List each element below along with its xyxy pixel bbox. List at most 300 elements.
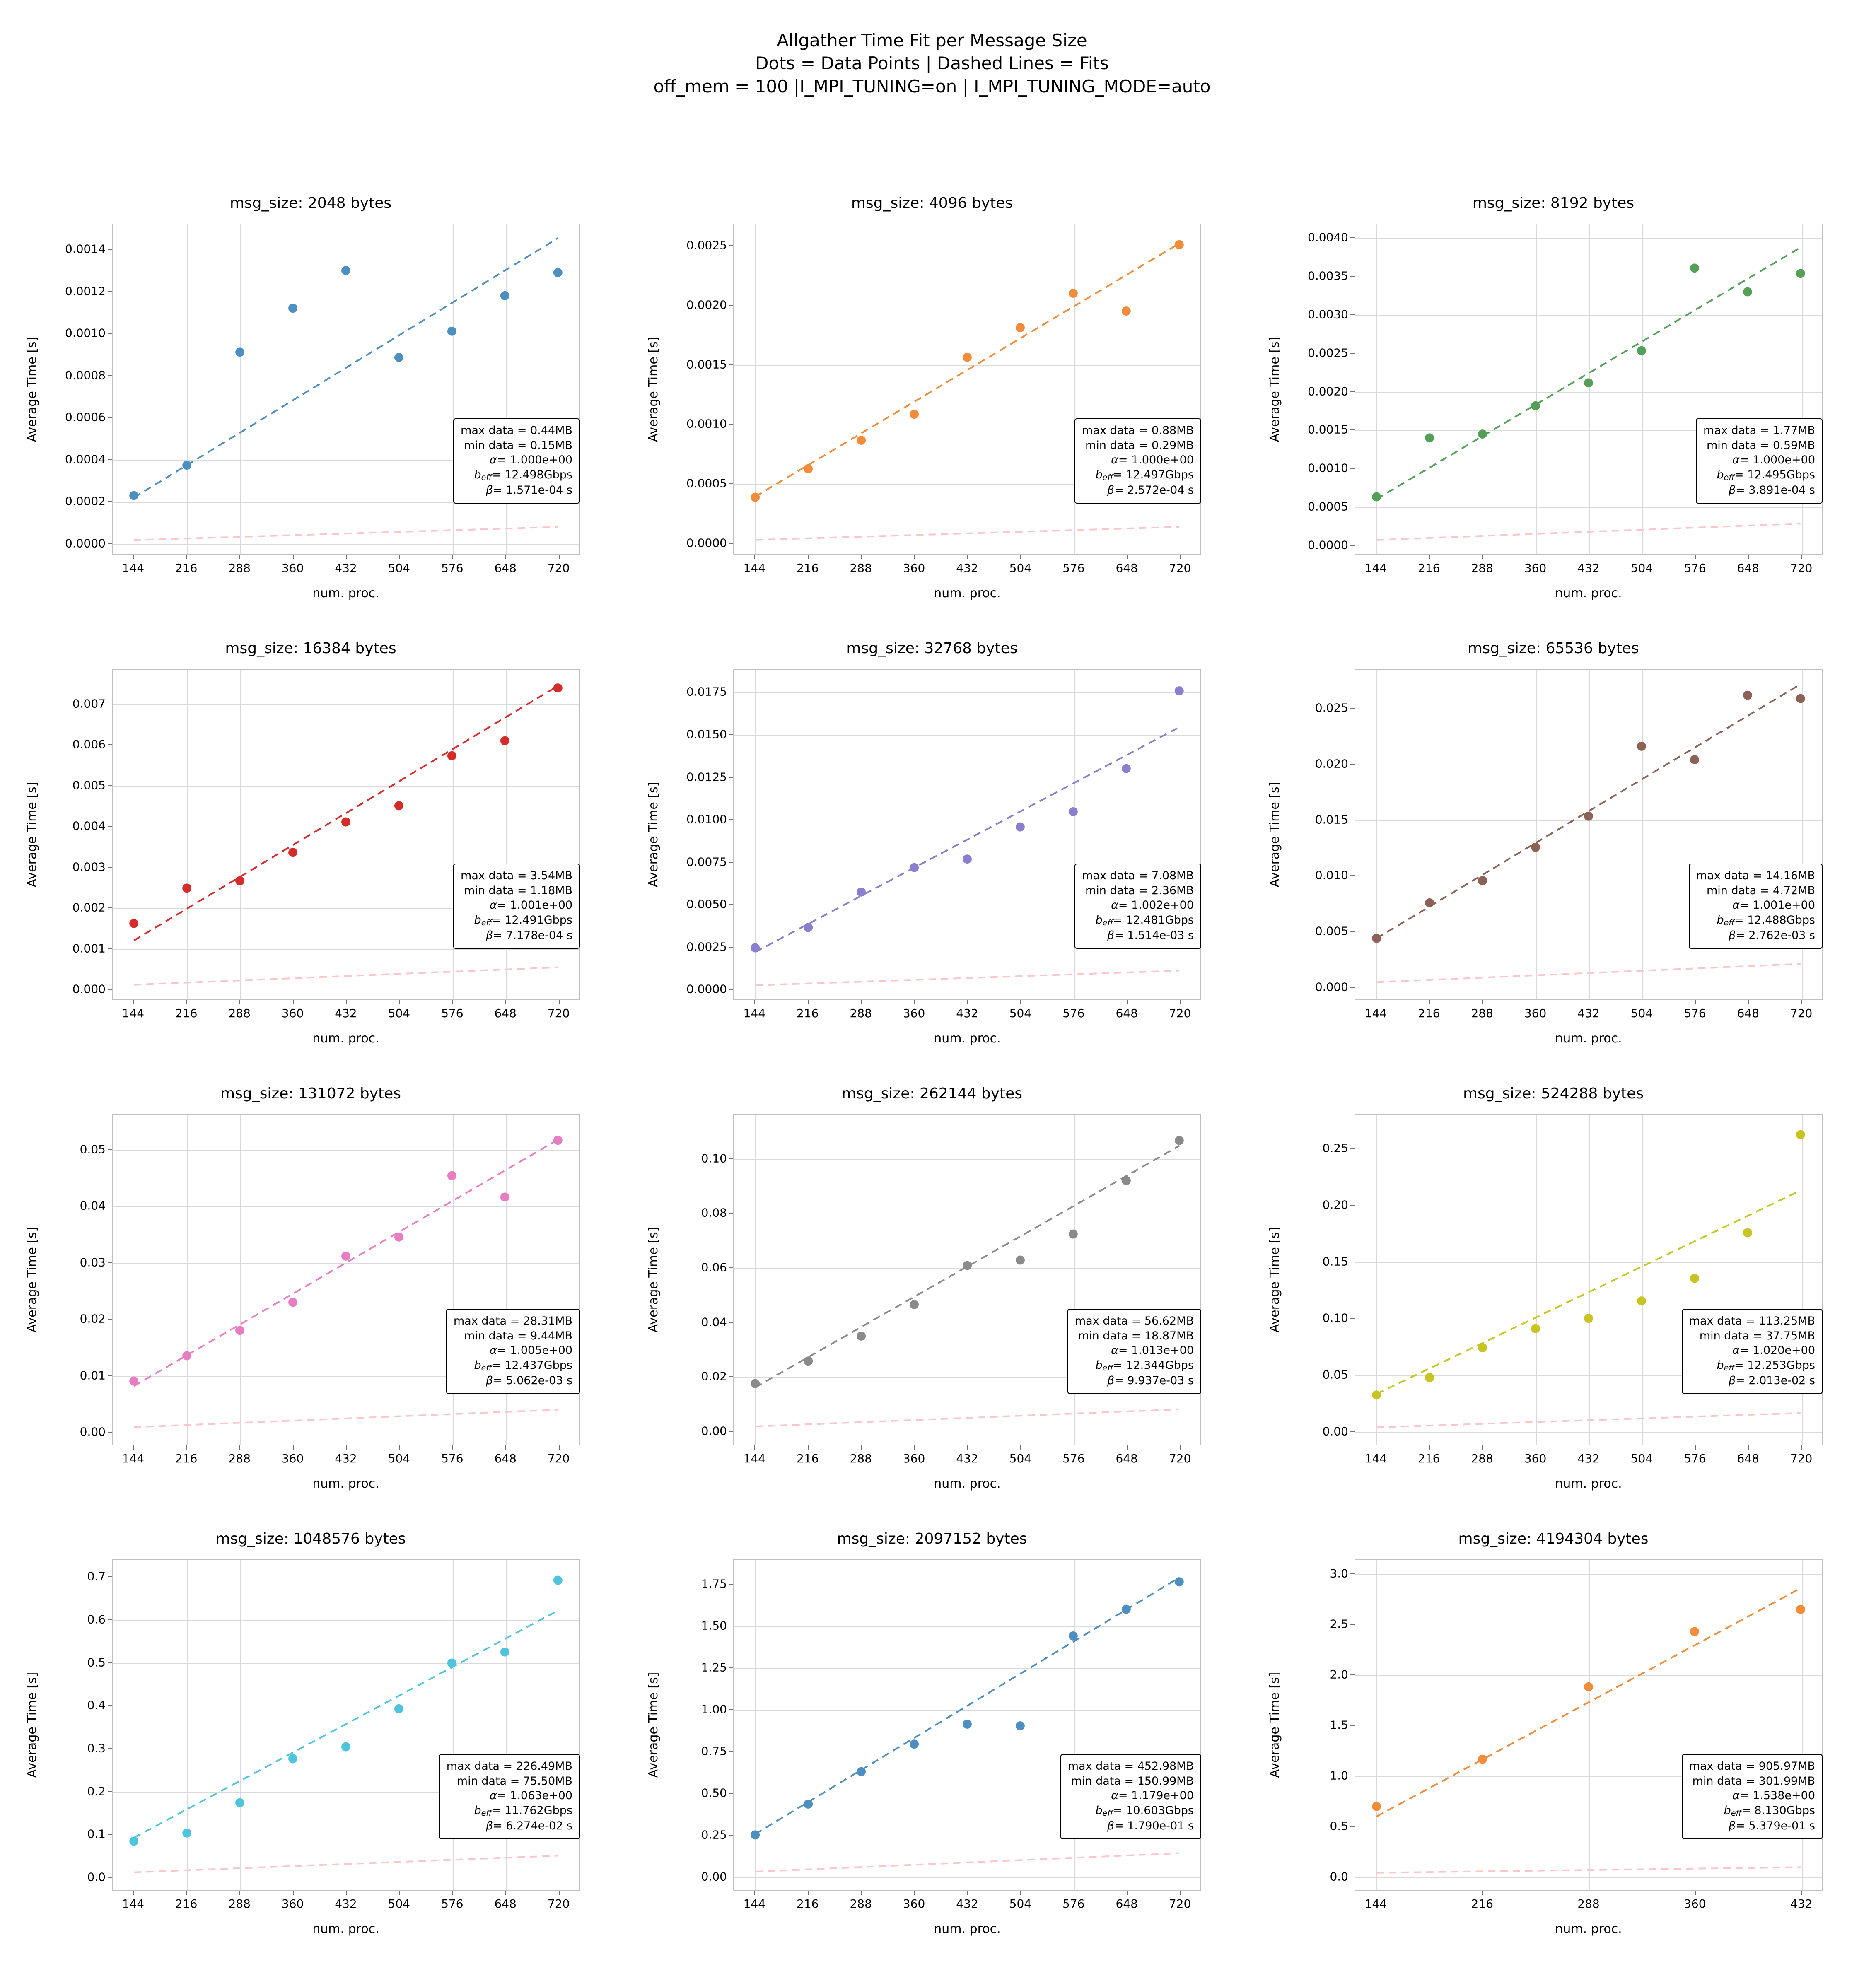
y-axis-tick-label: 0.000	[72, 982, 106, 996]
max-data-value: max data = 56.62MB	[1074, 1315, 1194, 1327]
data-point	[341, 266, 350, 275]
x-axis-tick-mark	[1482, 555, 1483, 559]
x-axis-tick-label: 432	[956, 1452, 978, 1465]
data-point	[129, 491, 138, 500]
x-axis-tick-label: 144	[1364, 561, 1387, 575]
x-axis-tick-mark	[808, 1445, 809, 1450]
x-axis-tick-label: 288	[850, 1452, 872, 1465]
y-axis-tick-label: 3.0	[1330, 1566, 1348, 1580]
x-axis-tick-mark	[186, 555, 187, 559]
latency-fit-line	[134, 1410, 558, 1427]
y-axis-tick-mark	[729, 1267, 733, 1268]
y-axis-tick-label: 0.025	[1315, 701, 1348, 715]
data-point	[288, 848, 297, 857]
y-axis-tick-label: 0.04	[701, 1315, 727, 1329]
subplot-title: msg_size: 8192 bytes	[1472, 195, 1635, 212]
x-axis-tick-label: 504	[388, 1006, 410, 1020]
x-axis-tick-mark	[505, 555, 506, 559]
y-axis-tick-label: 0.015	[1315, 813, 1348, 827]
data-point	[857, 1767, 866, 1776]
data-point	[129, 1377, 138, 1386]
y-axis-tick-label: 0.2	[87, 1784, 106, 1798]
y-axis-label: Average Time [s]	[25, 336, 39, 442]
data-point	[1372, 934, 1381, 943]
y-axis-tick-mark	[108, 1432, 112, 1433]
data-point	[1478, 876, 1487, 885]
y-axis-tick-mark	[729, 1431, 733, 1432]
x-axis-tick-label: 216	[1418, 1006, 1440, 1020]
x-axis-tick-label: 144	[122, 1897, 145, 1911]
data-point	[910, 1740, 919, 1749]
y-axis-tick-mark	[108, 1705, 112, 1706]
y-axis-tick-label: 0.0010	[65, 326, 106, 340]
data-point	[1069, 289, 1078, 298]
data-point	[235, 1798, 244, 1807]
fit-parameters-box	[1682, 1754, 1823, 1839]
data-point	[1584, 378, 1593, 387]
data-point	[1175, 1577, 1184, 1586]
y-axis-tick-mark	[729, 483, 733, 484]
x-axis-tick-label: 360	[1524, 561, 1547, 575]
y-axis-tick-mark	[729, 1751, 733, 1752]
data-point	[1016, 1721, 1025, 1730]
x-axis-tick-label: 432	[956, 1897, 978, 1911]
x-axis-tick-label: 648	[494, 561, 517, 575]
x-axis-tick-label: 576	[1684, 1006, 1706, 1020]
x-axis-tick-label: 432	[335, 1006, 357, 1020]
data-point	[1637, 1296, 1646, 1305]
data-point	[1637, 346, 1646, 355]
data-point	[1478, 1755, 1487, 1764]
x-axis-tick-mark	[914, 1000, 915, 1004]
x-axis-label: num. proc.	[312, 586, 379, 601]
data-point	[910, 1300, 919, 1309]
y-axis-tick-mark	[729, 543, 733, 544]
y-axis-tick-label: 0.00	[80, 1425, 106, 1439]
y-axis-tick-mark	[729, 1376, 733, 1377]
data-point	[963, 353, 972, 362]
x-axis-label: num. proc.	[1555, 1477, 1622, 1491]
x-axis-tick-label: 576	[441, 1897, 464, 1911]
x-axis-tick-mark	[1695, 1445, 1696, 1450]
data-point	[1122, 764, 1131, 773]
beta-value: β= 2.762e-03 s	[1728, 929, 1815, 942]
data-point	[804, 1800, 813, 1809]
x-axis-tick-label: 360	[1524, 1452, 1547, 1465]
y-axis-tick-mark	[108, 543, 112, 544]
y-axis-tick-mark	[729, 1667, 733, 1668]
data-point	[1372, 1390, 1381, 1399]
subplot	[1243, 623, 1864, 1069]
x-axis-tick-label: 432	[335, 1897, 357, 1911]
data-point	[1175, 1136, 1184, 1145]
x-axis-tick-mark	[914, 1445, 915, 1450]
alpha-value: α= 1.063e+00	[490, 1789, 572, 1802]
plot-area	[1355, 1114, 1823, 1445]
x-axis-tick-label: 720	[1169, 1006, 1191, 1020]
max-data-value: max data = 0.88MB	[1082, 424, 1194, 437]
x-axis-tick-mark	[399, 555, 400, 559]
x-axis-tick-mark	[186, 1891, 187, 1895]
y-axis-tick-mark	[729, 1213, 733, 1214]
subplot-title: msg_size: 4194304 bytes	[1458, 1530, 1649, 1547]
beta-value: β= 2.013e-02 s	[1728, 1374, 1815, 1387]
x-axis-tick-label: 504	[388, 1897, 410, 1911]
max-data-value: max data = 14.16MB	[1696, 869, 1815, 882]
x-axis-tick-mark	[1020, 555, 1021, 559]
x-axis-tick-mark	[186, 1445, 187, 1450]
x-axis-tick-mark	[293, 1000, 294, 1004]
y-axis-tick-label: 0.3	[87, 1741, 106, 1755]
x-axis-tick-label: 720	[547, 561, 570, 575]
x-axis-tick-label: 576	[1062, 1897, 1085, 1911]
min-data-value: min data = 9.44MB	[464, 1329, 572, 1342]
data-point	[288, 304, 297, 313]
y-axis-tick-mark	[108, 744, 112, 745]
beta-value: β= 1.571e-04 s	[485, 483, 572, 497]
latency-fit-line	[1376, 1867, 1801, 1872]
x-axis-tick-label: 504	[388, 561, 410, 575]
max-data-value: max data = 905.97MB	[1689, 1760, 1815, 1773]
y-axis-tick-mark	[108, 1748, 112, 1749]
alpha-value: α= 1.000e+00	[1111, 454, 1194, 467]
y-axis-tick-label: 0.0040	[1308, 230, 1348, 244]
x-axis-tick-mark	[1020, 1891, 1021, 1895]
x-axis-tick-mark	[1695, 555, 1696, 559]
subplot-title: msg_size: 131072 bytes	[220, 1085, 401, 1102]
y-axis-tick-mark	[729, 904, 733, 905]
x-axis-tick-label: 720	[547, 1006, 570, 1020]
x-axis-tick-label: 288	[228, 1452, 251, 1465]
latency-fit-line	[1376, 1413, 1801, 1428]
y-axis-tick-mark	[729, 1584, 733, 1585]
y-axis-tick-label: 1.0	[1330, 1768, 1348, 1783]
y-axis-tick-label: 0.0000	[65, 536, 106, 550]
x-axis-tick-label: 648	[494, 1897, 517, 1911]
alpha-value: α= 1.179e+00	[1111, 1789, 1194, 1802]
y-axis-tick-mark	[108, 333, 112, 334]
subplot	[621, 623, 1243, 1069]
x-axis-tick-label: 648	[1737, 561, 1759, 575]
x-axis-tick-mark	[293, 555, 294, 559]
y-axis-tick-label: 0.0008	[65, 368, 106, 382]
x-axis-label: num. proc.	[934, 586, 1001, 601]
latency-fit-line	[755, 527, 1179, 540]
data-point	[857, 1332, 866, 1341]
data-point	[1016, 1256, 1025, 1265]
data-point	[129, 919, 138, 928]
x-axis-tick-label: 360	[281, 1897, 304, 1911]
fit-parameters-box	[1074, 864, 1201, 949]
subplot-title: msg_size: 16384 bytes	[225, 640, 396, 657]
y-axis-tick-mark	[1350, 1148, 1355, 1149]
x-axis-tick-mark	[346, 1891, 347, 1895]
x-axis-tick-mark	[293, 1445, 294, 1450]
y-axis-tick-label: 1.25	[701, 1660, 727, 1674]
x-axis-tick-mark	[1695, 1000, 1696, 1004]
y-axis-tick-mark	[729, 862, 733, 863]
y-axis-tick-label: 0.010	[1315, 868, 1348, 882]
y-axis-tick-mark	[108, 907, 112, 908]
latency-fit-line	[134, 967, 558, 985]
subplot-title: msg_size: 65536 bytes	[1468, 640, 1639, 657]
x-axis-tick-mark	[346, 1445, 347, 1450]
y-axis-tick-label: 0.00	[701, 1870, 727, 1884]
y-axis-tick-label: 0.50	[701, 1786, 727, 1800]
x-axis-tick-mark	[1127, 555, 1128, 559]
y-axis-tick-mark	[729, 424, 733, 425]
data-point	[910, 863, 919, 872]
y-axis-tick-mark	[729, 1793, 733, 1794]
x-axis-tick-mark	[1127, 1000, 1128, 1004]
x-axis-tick-mark	[505, 1891, 506, 1895]
x-axis-tick-mark	[754, 1000, 755, 1004]
beff-value: $b_{eff}=$ 12.491Gbps	[474, 913, 572, 927]
data-point	[1690, 1274, 1699, 1283]
x-axis-tick-mark	[505, 1000, 506, 1004]
x-axis-tick-label: 144	[122, 561, 145, 575]
data-point	[394, 801, 403, 810]
x-axis-tick-label: 648	[1116, 561, 1138, 575]
y-axis-tick-mark	[729, 245, 733, 246]
latency-fit-line	[1376, 524, 1801, 540]
data-point	[1690, 1627, 1699, 1636]
y-axis-tick-label: 0.002	[72, 900, 106, 914]
y-axis-tick-label: 0.10	[701, 1151, 727, 1165]
x-axis-tick-mark	[808, 1891, 809, 1895]
suptitle-line-3: off_mem = 100 |I_MPI_TUNING=on | I_MPI_TUNING_MODE=auto	[653, 76, 1211, 97]
fit-parameters-box	[446, 1309, 580, 1394]
x-axis-tick-mark	[1180, 1445, 1181, 1450]
data-point	[1069, 1631, 1078, 1641]
data-point	[553, 268, 563, 277]
x-axis-tick-label: 144	[122, 1006, 145, 1020]
x-axis-tick-mark	[559, 555, 560, 559]
y-axis-tick-label: 0.10	[1322, 1311, 1348, 1325]
x-axis-tick-label: 648	[494, 1006, 517, 1020]
y-axis-tick-mark	[1350, 875, 1355, 876]
data-point	[1122, 1176, 1131, 1185]
x-axis-tick-label: 576	[1062, 1452, 1085, 1465]
data-point	[447, 327, 456, 336]
y-axis-tick-label: 0.4	[87, 1698, 106, 1712]
data-point	[500, 1192, 509, 1201]
y-axis-tick-mark	[108, 1375, 112, 1376]
data-point	[500, 291, 509, 300]
y-axis-label: Average Time [s]	[646, 782, 661, 888]
beta-value: β= 9.937e-03 s	[1107, 1374, 1194, 1387]
x-axis-tick-mark	[293, 1891, 294, 1895]
y-axis-tick-mark	[1350, 276, 1355, 277]
subplot	[0, 178, 621, 623]
y-axis-label: Average Time [s]	[25, 782, 39, 888]
fit-parameters-box	[1689, 864, 1823, 949]
x-axis-tick-mark	[1127, 1891, 1128, 1895]
y-axis-tick-label: 0.15	[1322, 1255, 1348, 1269]
y-axis-tick-label: 0.25	[1322, 1141, 1348, 1155]
data-point	[1175, 240, 1184, 249]
x-axis-tick-mark	[452, 1891, 453, 1895]
data-point	[751, 493, 760, 502]
x-axis-tick-mark	[1748, 555, 1749, 559]
y-axis-tick-label: 0.1	[87, 1827, 106, 1841]
y-axis-tick-label: 0.05	[1322, 1368, 1348, 1382]
y-axis-tick-mark	[108, 785, 112, 786]
data-point	[1743, 287, 1752, 297]
y-axis-tick-mark	[1350, 545, 1355, 546]
x-axis-tick-label: 216	[175, 561, 198, 575]
subplot	[621, 178, 1243, 623]
x-axis-label: num. proc.	[934, 1922, 1001, 1936]
y-axis-tick-mark	[1350, 1573, 1355, 1574]
beff-value: $b_{eff}=$ 12.488Gbps	[1717, 913, 1815, 927]
data-point	[182, 1829, 191, 1838]
subplot-grid	[0, 178, 1864, 1976]
x-axis-tick-mark	[967, 1891, 968, 1895]
max-data-value: max data = 113.25MB	[1689, 1315, 1815, 1327]
y-axis-tick-mark	[108, 375, 112, 376]
max-data-value: max data = 28.31MB	[453, 1315, 572, 1327]
y-axis-tick-mark	[1350, 1205, 1355, 1206]
x-axis-tick-label: 504	[1630, 561, 1653, 575]
beta-value: β= 6.274e-02 s	[485, 1819, 572, 1832]
y-axis-tick-label: 0.006	[72, 737, 106, 751]
subplot	[0, 1069, 621, 1514]
max-data-value: max data = 452.98MB	[1067, 1760, 1194, 1773]
y-axis-tick-mark	[108, 291, 112, 292]
x-axis-tick-mark	[133, 1000, 134, 1004]
y-axis-tick-label: 0.03	[80, 1255, 106, 1269]
data-point	[1690, 263, 1699, 273]
subplot	[1243, 178, 1864, 623]
x-axis-tick-mark	[967, 1000, 968, 1004]
x-axis-tick-mark	[1482, 1891, 1483, 1895]
y-axis-tick-mark	[108, 1834, 112, 1835]
data-point	[963, 854, 972, 864]
y-axis-tick-mark	[1350, 353, 1355, 354]
data-point	[182, 461, 191, 470]
x-axis-tick-label: 504	[388, 1452, 410, 1465]
min-data-value: min data = 150.99MB	[1071, 1774, 1194, 1788]
x-axis-tick-label: 504	[1009, 1006, 1032, 1020]
data-point	[182, 1351, 191, 1360]
data-point	[857, 888, 866, 897]
x-axis-tick-label: 720	[547, 1897, 570, 1911]
plot-area	[733, 1559, 1201, 1891]
x-axis-tick-label: 360	[281, 1006, 304, 1020]
x-axis-tick-label: 144	[743, 1452, 766, 1465]
y-axis-tick-label: 2.0	[1330, 1667, 1348, 1682]
data-point	[1531, 843, 1540, 852]
x-axis-tick-mark	[399, 1000, 400, 1004]
subplot	[1243, 1069, 1864, 1514]
y-axis-tick-mark	[1350, 314, 1355, 315]
y-axis-tick-label: 0.02	[701, 1369, 727, 1383]
fit-parameters-box	[453, 418, 580, 504]
x-axis-tick-label: 216	[1471, 1897, 1493, 1911]
data-point	[1531, 401, 1540, 410]
x-axis-tick-label: 144	[743, 1897, 766, 1911]
x-axis-tick-label: 288	[1577, 1897, 1600, 1911]
y-axis-tick-label: 0.0004	[65, 452, 106, 466]
x-axis-tick-mark	[1801, 1445, 1802, 1450]
max-data-value: max data = 0.44MB	[461, 424, 572, 437]
x-axis-tick-label: 360	[281, 1452, 304, 1465]
y-axis-tick-mark	[108, 501, 112, 502]
x-axis-tick-label: 144	[743, 1006, 766, 1020]
y-axis-tick-label: 0.7	[87, 1569, 106, 1583]
x-axis-tick-label: 432	[335, 561, 357, 575]
y-axis-tick-label: 2.5	[1330, 1617, 1348, 1631]
x-axis-tick-label: 576	[1684, 1452, 1706, 1465]
x-axis-tick-label: 648	[1116, 1452, 1138, 1465]
y-axis-tick-mark	[108, 417, 112, 418]
data-point	[447, 1659, 456, 1668]
y-axis-tick-mark	[108, 1619, 112, 1620]
y-axis-tick-mark	[108, 867, 112, 868]
data-point	[804, 464, 813, 473]
data-point	[182, 883, 191, 893]
y-axis-tick-label: 0.01	[80, 1368, 106, 1382]
latency-fit-line	[1376, 964, 1801, 982]
data-point	[1175, 686, 1184, 695]
x-axis-tick-label: 720	[1169, 561, 1191, 575]
y-axis-tick-mark	[108, 1149, 112, 1150]
x-axis-tick-mark	[1482, 1445, 1483, 1450]
x-axis-tick-label: 432	[1577, 561, 1600, 575]
x-axis-label: num. proc.	[1555, 1922, 1622, 1936]
x-axis-tick-label: 648	[1116, 1006, 1138, 1020]
data-point	[553, 683, 563, 692]
data-point	[500, 736, 509, 746]
y-axis-tick-label: 0.0050	[686, 897, 727, 911]
alpha-value: α= 1.000e+00	[490, 454, 572, 467]
data-point	[1584, 812, 1593, 821]
x-axis-tick-mark	[505, 1445, 506, 1450]
y-axis-tick-mark	[108, 1576, 112, 1577]
x-axis-label: num. proc.	[312, 1031, 379, 1046]
x-axis-tick-mark	[346, 1000, 347, 1004]
y-axis-tick-label: 0.0010	[686, 417, 727, 431]
alpha-value: α= 1.002e+00	[1111, 899, 1194, 912]
y-axis-tick-mark	[108, 948, 112, 949]
y-axis-tick-label: 0.003	[72, 860, 106, 874]
y-axis-label: Average Time [s]	[1268, 1672, 1282, 1778]
x-axis-tick-mark	[1429, 555, 1430, 559]
suptitle-line-1: Allgather Time Fit per Message Size	[777, 30, 1087, 51]
x-axis-tick-label: 288	[228, 1006, 251, 1020]
x-axis-tick-label: 216	[797, 1452, 819, 1465]
y-axis-tick-label: 0.005	[72, 778, 106, 792]
y-axis-tick-mark	[108, 1262, 112, 1263]
y-axis-tick-label: 0.007	[72, 697, 106, 711]
y-axis-tick-mark	[108, 989, 112, 990]
x-axis-label: num. proc.	[312, 1922, 379, 1936]
x-axis-tick-mark	[754, 1891, 755, 1895]
x-axis-tick-label: 360	[281, 561, 304, 575]
data-point	[963, 1720, 972, 1729]
y-axis-label: Average Time [s]	[1268, 336, 1282, 442]
subplot-title: msg_size: 2048 bytes	[229, 195, 392, 212]
x-axis-tick-mark	[1180, 1000, 1181, 1004]
beta-value: β= 1.790e-01 s	[1107, 1819, 1194, 1832]
plot-area	[733, 224, 1201, 555]
latency-fit-line	[134, 1856, 558, 1872]
y-axis-tick-label: 0.20	[1322, 1198, 1348, 1212]
subplot-title: msg_size: 262144 bytes	[841, 1085, 1023, 1102]
y-axis-tick-label: 0.0006	[65, 410, 106, 424]
fit-parameters-box	[1696, 418, 1823, 504]
